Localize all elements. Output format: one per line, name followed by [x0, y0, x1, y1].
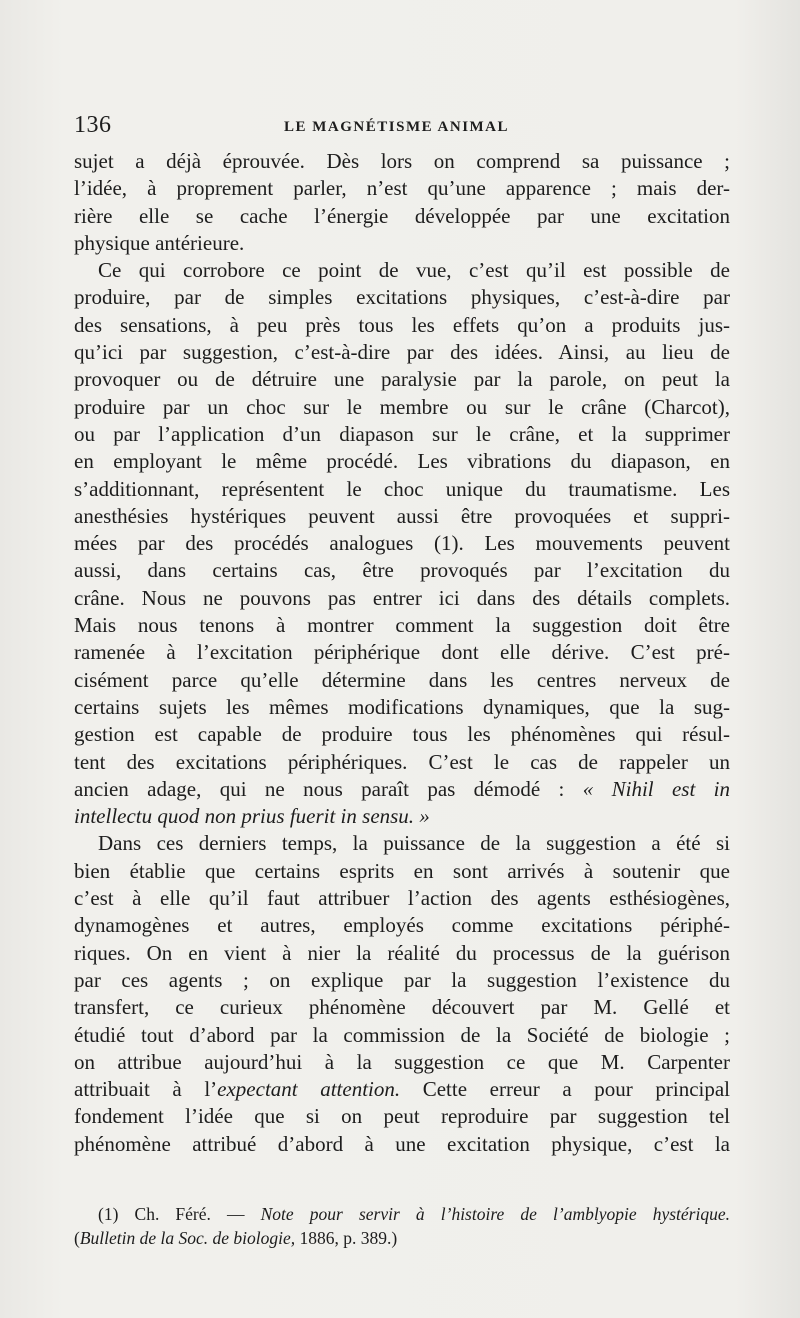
text-segment: ancien adage, qui ne nous paraît pas démodé :	[74, 776, 565, 801]
footnote-paren: (	[74, 1228, 80, 1248]
footnote-title: Note pour servir à l’histoire de l’amblyopie hystérique.	[260, 1204, 730, 1224]
text-line: aussi, dans certains cas, être provoqués par l’excitation du	[74, 558, 730, 583]
page-header	[74, 112, 730, 144]
text-line: s’additionnant, représentent le choc unique du traumatisme. Les	[74, 476, 730, 501]
text-line: Ce qui corrobore ce point de vue, c’est qu’il est possible de	[98, 258, 730, 283]
text-segment: attribuait à l’	[74, 1077, 218, 1102]
text-line: Dans ces derniers temps, la puissance de la suggestion a été si	[98, 831, 730, 856]
text-line-with-quote	[74, 776, 730, 803]
text-line: produire, par de simples excitations physiques, c’est-à-dire par	[74, 285, 730, 310]
text-line: riques. On en vient à nier la réalité du processus de la guérison	[74, 940, 730, 965]
text-line: qu’ici par suggestion, c’est-à-dire par des idées. Ainsi, au lieu de	[74, 340, 730, 365]
text-line: physique antérieure.	[74, 230, 245, 255]
text-line: certains sujets les mêmes modifications dynamiques, que la sug-	[74, 694, 730, 719]
text-line: phénomène attribué d’abord à une excitation physique, c’est la	[74, 1131, 730, 1156]
italic-term: expectant attention.	[217, 1077, 401, 1102]
text-line: sujet a déjà éprouvée. Dès lors on comprend sa puissance ;	[74, 149, 730, 173]
text-line: anesthésies hystériques peuvent aussi être provoquées et suppri-	[74, 503, 730, 528]
text-line: dynamogènes et autres, employés comme excitations périphé-	[74, 913, 730, 938]
text-line: des sensations, à peu près tous les effets qu’on a produits jus-	[74, 312, 730, 337]
text-line: tent des excitations périphériques. C’est le cas de rappeler un	[74, 749, 730, 774]
text-line: en employant le même procédé. Les vibrations du diapason, en	[74, 449, 730, 474]
text-line: mées par des procédés analogues (1). Les mouvements peuvent	[74, 531, 730, 556]
latin-quote: « Nihil est in	[582, 776, 730, 801]
text-line: crâne. Nous ne pouvons pas entrer ici dans des détails complets.	[74, 585, 730, 610]
text-line: c’est à elle qu’il faut attribuer l’action des agents esthésiogènes,	[74, 886, 730, 911]
text-line: l’idée, à proprement parler, n’est qu’une apparence ; mais der-	[74, 176, 730, 201]
text-line-with-term	[74, 1076, 730, 1103]
text-line: cisément parce qu’elle détermine dans les centres nerveux de	[74, 667, 730, 692]
text-line: ramenée à l’excitation périphérique dont elle dérive. C’est pré-	[74, 640, 730, 665]
text-line: par ces agents ; on explique par la suggestion l’existence du	[74, 967, 730, 992]
text-line: Mais nous tenons à montrer comment la suggestion doit être	[74, 613, 730, 638]
footnote-lead: (1) Ch. Féré. —	[98, 1204, 261, 1224]
text-line: étudié tout d’abord par la commission de la Société de biologie ;	[74, 1022, 730, 1047]
text-line: on attribue aujourd’hui à la suggestion ce que M. Carpenter	[74, 1049, 730, 1074]
running-head: LE MAGNÉTISME ANIMAL	[284, 119, 510, 135]
text-segment: Cette erreur a pour principal	[422, 1077, 730, 1102]
body-text	[74, 148, 730, 1158]
latin-quote-line: intellectu quod non prius fuerit in sensu. »	[74, 804, 430, 829]
text-line: ou par l’application d’un diapason sur le crâne, et la supprimer	[74, 421, 730, 446]
text-line: gestion est capable de produire tous les phénomènes qui résul-	[74, 722, 730, 747]
footnote	[74, 1202, 730, 1250]
footnote-line	[74, 1202, 730, 1226]
text-line: transfert, ce curieux phénomène découvert par M. Gellé et	[74, 995, 730, 1020]
footnote-source: 1886, p. 389.)	[295, 1228, 398, 1248]
text-line: provoquer ou de détruire une paralysie par la parole, on peut la	[74, 367, 730, 392]
text-line: bien établie que certains esprits en sont arrivés à soutenir que	[74, 858, 730, 883]
footnote-journal: Bulletin de la Soc. de biologie,	[79, 1228, 296, 1248]
text-line: produire par un choc sur le membre ou sur le crâne (Charcot),	[74, 394, 730, 419]
text-line: rière elle se cache l’énergie développée par une excitation	[74, 203, 730, 228]
page-number: 136	[74, 112, 112, 138]
text-line: fondement l’idée que si on peut reproduire par suggestion tel	[74, 1104, 730, 1129]
footnote-line	[74, 1226, 730, 1250]
